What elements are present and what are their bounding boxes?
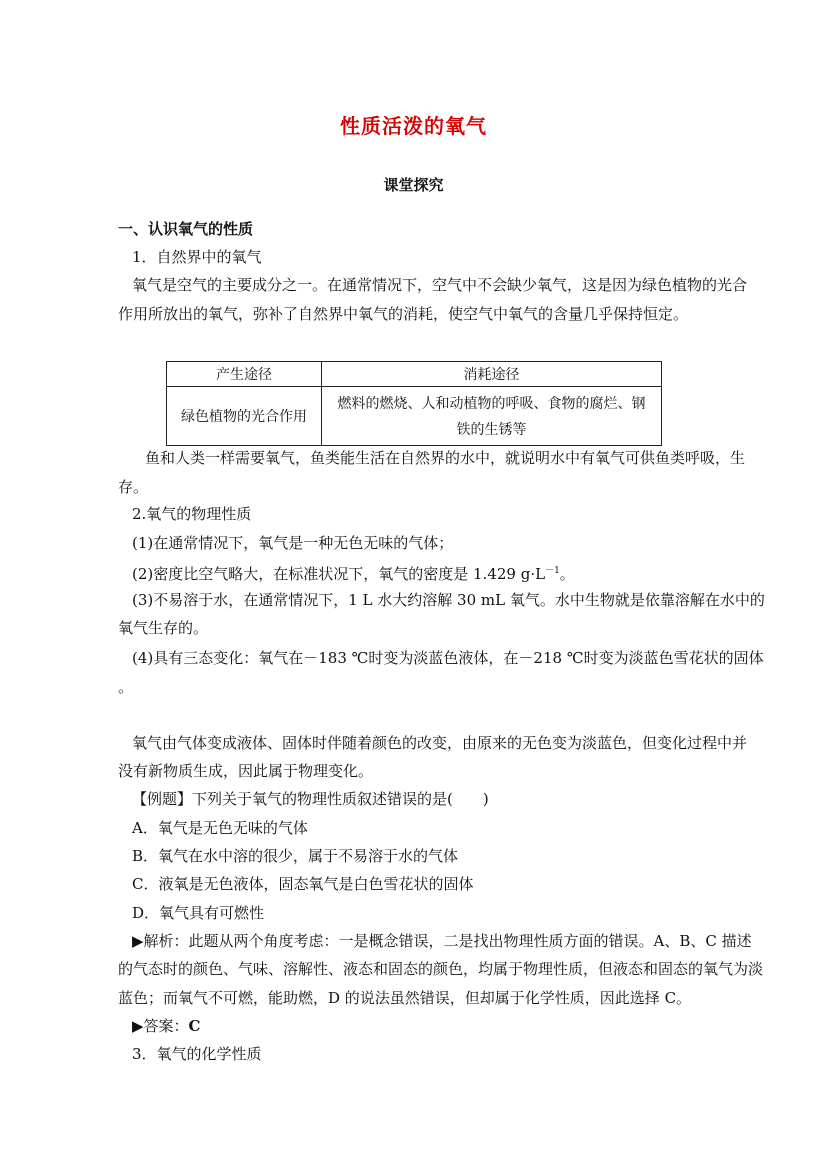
property-line: (1)在通常情况下，氧气是一种无色无味的气体； [132, 534, 454, 552]
paragraph-line: 氧气由气体变成液体、固体时伴随着颜色的改变，由原来的无色变为淡蓝色，但变化过程中并 [132, 734, 748, 752]
property-line: (4)具有三态变化：氧气在－183 ℃时变为淡蓝色液体，在－218 ℃时变为淡蓝色雪花状的固体 [132, 649, 764, 667]
property-line: 氧气生存的。 [118, 619, 209, 637]
answer-label: ▶答案： [132, 1017, 189, 1035]
option-d: D．氧气具有可燃性 [132, 904, 265, 922]
answer-line [132, 1015, 201, 1037]
paragraph-line: 氧气是空气的主要成分之一。在通常情况下，空气中不会缺少氧气，这是因为绿色植物的光合 [132, 276, 748, 294]
table-header-consume: 消耗途径 [322, 362, 662, 387]
property-line [132, 560, 575, 585]
analysis-line: 蓝色；而氧气不可燃，能助燃，D 的说法虽然错误，但却属于化学性质，因此选择 C。 [118, 989, 692, 1007]
page-title: 性质活泼的氧气 [340, 114, 487, 138]
option-c: C．液氧是无色液体，固态氧气是白色雪花状的固体 [132, 875, 474, 893]
table-cell-consume-line: 铁的生锈等 [456, 422, 527, 438]
option-a: A．氧气是无色无味的气体 [132, 819, 308, 837]
paragraph-line: 存。 [118, 478, 149, 496]
density-text: (2)密度比空气略大，在标准状况下，氧气的密度是 1.429 g·L [132, 565, 546, 583]
density-end: 。 [559, 565, 575, 583]
oxygen-source-table [166, 361, 662, 446]
table-header-produce: 产生途径 [167, 362, 322, 387]
table-cell-consume-line: 燃料的燃烧、人和动植物的呼吸、食物的腐烂、钢 [337, 396, 646, 412]
property-line: 。 [118, 678, 134, 696]
option-b: B．氧气在水中溶的很少，属于不易溶于水的气体 [132, 847, 459, 865]
analysis-line: 的气态时的颜色、气味、溶解性、液态和固态的颜色，均属于物理性质，但液态和固态的氧气为淡 [118, 960, 764, 978]
item-heading-2: 2.氧气的物理性质 [132, 505, 252, 523]
item-heading-3: 3．氧气的化学性质 [132, 1045, 262, 1063]
paragraph-line: 鱼和人类一样需要氧气，鱼类能生活在自然界的水中，就说明水中有氧气可供鱼类呼吸，生 [145, 449, 746, 467]
paragraph-line: 没有新物质生成，因此属于物理变化。 [118, 762, 374, 780]
density-exponent: －1 [545, 566, 560, 576]
analysis-line: ▶解析：此题从两个角度考虑：一是概念错误，二是找出物理性质方面的错误。A、B、C 描述 [132, 932, 752, 950]
page-subtitle: 课堂探究 [383, 176, 444, 194]
table-cell-produce: 绿色植物的光合作用 [167, 387, 322, 446]
table-cell-consume [322, 387, 662, 446]
item-heading-1: 1．自然界中的氧气 [132, 248, 262, 266]
answer-value: C [188, 1017, 201, 1035]
paragraph-line: 作用所放出的氧气，弥补了自然界中氧气的消耗，使空气中氧气的含量几乎保持恒定。 [118, 305, 689, 323]
section-heading: 一、认识氧气的性质 [118, 220, 254, 238]
example-question: 【例题】下列关于氧气的物理性质叙述错误的是( ) [132, 790, 489, 808]
property-line: (3)不易溶于水，在通常情况下，1 L 水大约溶解 30 mL 氧气。水中生物就是依靠溶解在水中的 [132, 591, 765, 609]
